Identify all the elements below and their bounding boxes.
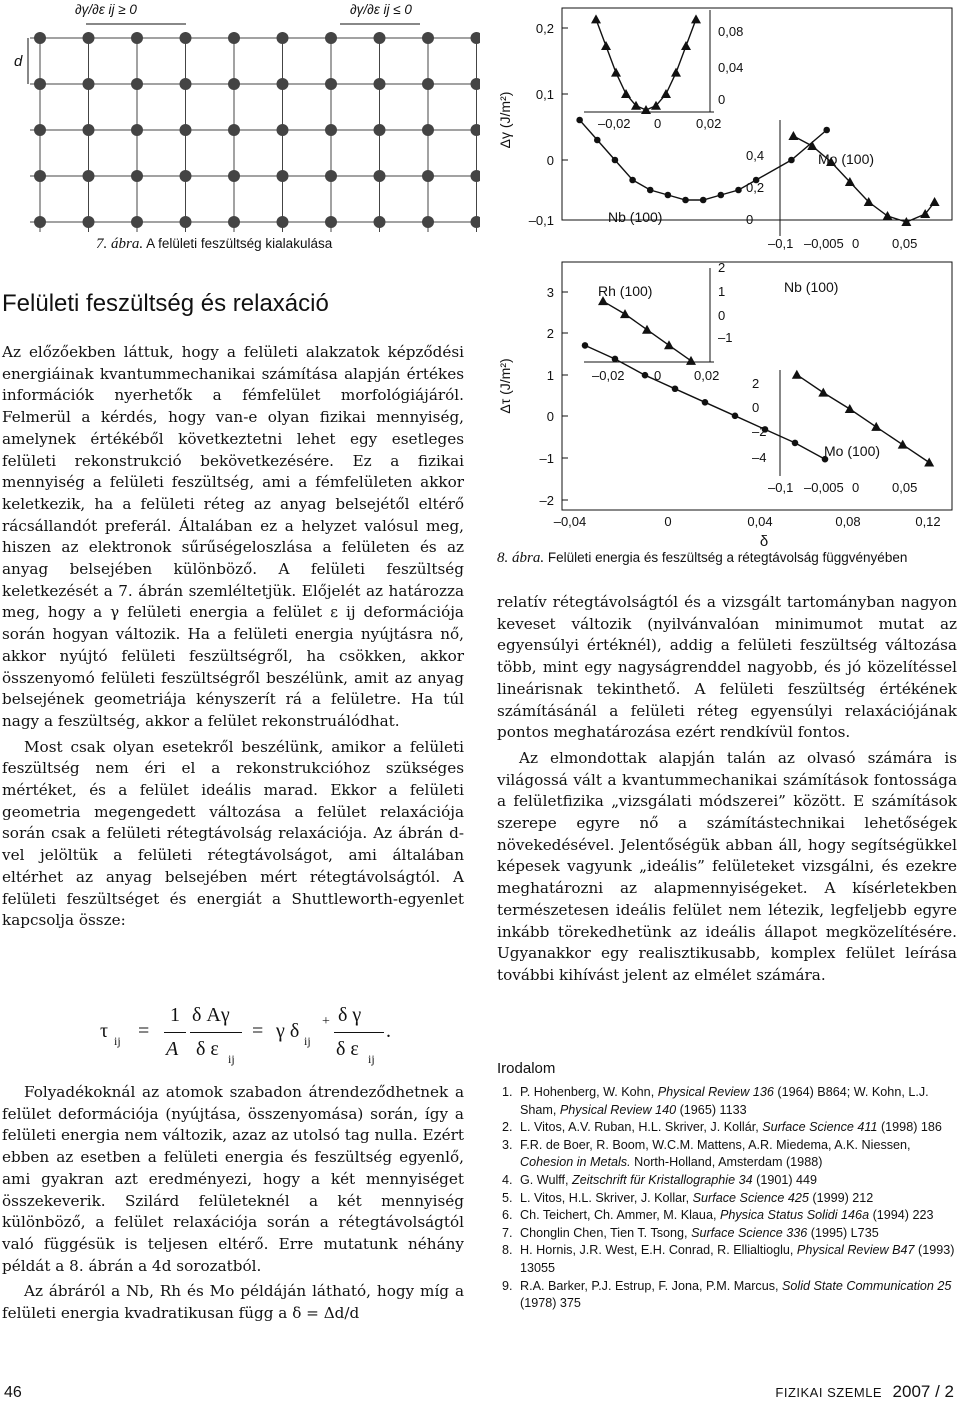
data-point-circle: [582, 342, 589, 349]
reference-text: Chonglin Chen, Tien T. Tsong,: [520, 1225, 692, 1240]
reference-item: [516, 1084, 958, 1119]
reference-text: P. Hohenberg, W. Kohn,: [520, 1085, 658, 1099]
left-paragraph-1: Az előzőekben láttuk, hogy a felületi alakzatok képződési energiáinak kvantummechanikai számítása alapján értékes információk nyerhetők a fémfelület morfológiájáról. Felmerül a kérdés, hogy van-e olyan fizikai mennyiség, amelynek értékéből következtetni lehet egy esetleges felületi rekonstrukció bekövetkezésére. Ez a fizikai mennyiség a felületi feszültség, ami a fémfelületen akkor keletkezik, ha a felületi réteg az anyag belsejétől eltérő rácsállandót preferál. Általában ez a helyzet valósul meg, hiszen az elektronok sűrűségeloszlása a felületen és az anyag belsejében különböző. A felületi feszültség keletkezését a 7. ábrán szemléltetjük. Előjelét az határozza meg, hogy a γ felületi energia a felület ε ij deformációja során hogyan változik. Ha a felületi energia nyújtásra nő, akkor nyújtó felületi feszültségről, ha csökken, akkor összenyomó felületi feszültségről beszélünk, amit az anyag belsejének geometriája kényszerít rá a felületre. Ha túl nagy a feszültség, akkor a felület rekonstruálódhat.: [2, 343, 464, 730]
mo-stress-x-tick-label: –0,1: [768, 480, 794, 495]
data-point-circle: [823, 127, 830, 134]
rh-stress-x-tick-label: 0,02: [694, 368, 720, 383]
data-point-circle: [612, 157, 619, 164]
reference-text: F.R. de Boer, R. Boom, W.C.M. Mattens, A.R. Miedema, A.K. Niessen,: [520, 1137, 911, 1152]
energy-nb-label: Nb (100): [608, 209, 663, 225]
fig7-caption-num: 7. ábra.: [96, 236, 144, 252]
fig7-caption: [96, 236, 332, 253]
rh-inset-x-tick-label: –0,02: [598, 116, 631, 131]
reference-item: [516, 1137, 958, 1172]
rh-stress-x-tick-label: 0: [654, 368, 662, 383]
rh-stress-y-tick-label: 2: [718, 260, 726, 275]
reference-journal: Solid State Communication 25: [782, 1278, 952, 1293]
reference-journal: Zeitschrift für Kristallographie 34: [572, 1172, 753, 1187]
reference-item: [516, 1119, 958, 1137]
fig8-caption-num: 8. ábra.: [497, 550, 545, 566]
left-paragraph-3: Folyadékoknál az atomok szabadon átrendeződhetnek a felület deformációja (nyújtása, összenyomása) során, így a felületi energia nem változik, azaz az utolsó tag nulla. Ezért ebben az esetben a felületi energia és feszültség egyenlő, ami gyakran azt eredményezi, hogy a két mennyiséget összekeverik. Szilárd felületeknél a két mennyiség különböző, a felület relaxációja során a rétegtávolságtól való függésük is teljesen eltérő. Erre mutatunk néhány példát a 8. ábrán a 4d sorozatból.: [2, 1083, 464, 1275]
reference-text: (1964) B864; W. Kohn, L.J. Sham,: [520, 1085, 929, 1117]
lattice-atom: [374, 32, 386, 44]
page-number: 46: [4, 1384, 22, 1401]
rh-stress-y-tick-label: 0: [718, 308, 726, 323]
eq-de-sub-1: ij: [228, 1052, 235, 1066]
data-point-circle: [665, 192, 672, 199]
stress-y-tick-label: –1: [539, 451, 554, 466]
eq-equals-2: =: [252, 1020, 264, 1042]
mo-stress-y-tick-label: 0: [752, 400, 760, 415]
rh-inset-x-tick-label: 0,02: [696, 116, 722, 131]
lattice-atom: [34, 216, 46, 228]
data-point-triangle: [924, 458, 934, 467]
fig7-caption-text: A felületi feszültség kialakulása: [146, 236, 333, 251]
stress-x-label: δ: [759, 533, 769, 550]
reference-text: H. Hornis, J.R. West, E.H. Conrad, R. Ellialtioglu,: [520, 1243, 797, 1258]
mo-stress-y-tick-label: –2: [752, 424, 767, 439]
stress-x-tick-label: –0,04: [553, 514, 587, 529]
mo-stress-x-tick-label: 0: [852, 480, 860, 495]
stress-y-tick-label: 2: [546, 326, 554, 341]
data-point-triangle: [792, 370, 802, 379]
data-point-triangle: [601, 41, 611, 50]
eq-equals-1: =: [138, 1020, 150, 1042]
data-point-triangle: [930, 197, 940, 206]
fig8-caption: [497, 550, 907, 567]
lattice-atom: [131, 170, 143, 182]
rh-inset-y-tick-label: 0,04: [718, 60, 744, 75]
eq-one: 1: [170, 1004, 180, 1026]
lattice-atom: [228, 78, 240, 90]
mo-stress-x-tick-label: –0,005: [804, 480, 844, 495]
lattice-atom: [228, 170, 240, 182]
mo-stress-y-tick-label: –4: [752, 450, 767, 465]
mo-stress-label: Mo (100): [824, 443, 881, 459]
lattice-atom: [34, 32, 46, 44]
rh-inset-x-tick-label: 0: [654, 116, 662, 131]
fig7-lattice-svg: [0, 18, 480, 253]
rh-inset-y-tick-label: 0,08: [718, 24, 744, 39]
data-point-triangle: [671, 68, 681, 77]
reference-text: (1994) 223: [869, 1208, 934, 1223]
stress-y-tick-label: –2: [539, 493, 554, 508]
reference-text: (1965) 1133: [676, 1102, 747, 1117]
mo-inset-y-tick-label: 0: [746, 212, 754, 227]
mo-top-label: Mo (100): [818, 151, 875, 167]
fig8-caption-text: Felületi energia és feszültség a rétegtávolság függvényében: [547, 550, 908, 565]
lattice-atom: [83, 124, 95, 136]
lattice-atom: [180, 124, 192, 136]
energy-y-tick-label: 0: [546, 153, 554, 168]
lattice-atom: [277, 32, 289, 44]
lattice-atom: [277, 170, 289, 182]
left-column-block-1: [2, 342, 464, 936]
lattice-atom: [471, 78, 481, 90]
reference-text: (1998) 186: [877, 1120, 942, 1135]
mo-inset-y-tick-label: 0,2: [746, 180, 765, 195]
reference-text: (1999) 212: [808, 1190, 874, 1205]
data-point-circle: [735, 187, 742, 194]
eq-gd-sub: ij: [304, 1034, 311, 1048]
rh-stress-label: Rh (100): [598, 283, 653, 299]
lattice-atom: [325, 32, 337, 44]
reference-journal: Surface Science 425: [692, 1190, 809, 1205]
lattice-atom: [228, 124, 240, 136]
energy-y-tick-label: 0,2: [535, 21, 554, 36]
d-label: d: [14, 53, 23, 70]
data-point-triangle: [620, 309, 630, 318]
energy-y-tick-label: 0,1: [535, 87, 554, 102]
eq-plus: +: [322, 1014, 330, 1029]
lattice-atom: [131, 32, 143, 44]
reference-item: [516, 1242, 958, 1277]
mo-stress-y-tick-label: 2: [752, 376, 760, 391]
data-point-circle: [629, 177, 636, 184]
lattice-atom: [277, 216, 289, 228]
stress-y-tick-label: 1: [546, 368, 554, 383]
eq-fraction-bar-3: [334, 1032, 384, 1033]
data-point-triangle: [818, 388, 828, 397]
reference-text: North-Holland, Amsterdam (1988): [630, 1155, 823, 1170]
reference-text: R.A. Barker, P.J. Estrup, F. Jona, P.M. Marcus,: [520, 1278, 783, 1293]
lattice-atom: [131, 78, 143, 90]
journal-footer: [775, 1382, 954, 1402]
lattice-atom: [374, 124, 386, 136]
reference-text: Ch. Teichert, Ch. Ammer, M. Klaua,: [520, 1208, 720, 1223]
reference-text: (1995) L735: [807, 1225, 879, 1240]
lattice-atom: [422, 170, 434, 182]
eq-fraction-bar-2: [190, 1032, 242, 1033]
reference-journal: Physical Review 140: [559, 1102, 677, 1117]
references-list: [494, 1084, 958, 1313]
reference-journal: Physical Review B47: [796, 1243, 915, 1258]
lattice-atom: [471, 170, 481, 182]
stress-x-tick-label: 0,04: [747, 514, 773, 529]
eq-dAg: δ Aγ: [192, 1004, 230, 1026]
data-point-circle: [732, 413, 739, 420]
eq-tau-sub: ij: [114, 1034, 121, 1048]
reference-text: G. Wulff,: [520, 1172, 573, 1187]
rh-stress-x-tick-label: –0,02: [592, 368, 625, 383]
figure-7: [0, 0, 480, 255]
reference-journal: Physical Review 136: [657, 1085, 774, 1099]
stress-y-label: Δτ (J/m²): [497, 358, 513, 414]
data-point-triangle: [621, 89, 631, 98]
lattice-atom: [131, 124, 143, 136]
reference-journal: Surface Science 411: [762, 1120, 878, 1135]
rh-inset-y-tick-label: 0: [718, 92, 726, 107]
data-point-circle: [594, 137, 601, 144]
lattice-atom: [374, 216, 386, 228]
data-point-triangle: [898, 440, 908, 449]
data-point-triangle: [788, 131, 798, 140]
eq-period: .: [386, 1020, 391, 1042]
left-paragraph-2: Most csak olyan esetekről beszélünk, amikor a felületi feszültség nem éri el a rekonstrukcióhoz szükséges mértéket, és a felület ideális marad. Ekkor a felületi geometria megengedett változása a felület relaxációja során csak a felületi rétegtávolság relaxációja. Az ábrán d-vel jelöltük a felületi rétegtávolságot, ami általában eltérhet az anyag belsejében mért rétegtávolságtól. A felületi feszültséget és energiát a Shuttleworth-egyenlet kapcsolja össze:: [2, 737, 464, 930]
lattice-atom: [34, 124, 46, 136]
data-point-triangle: [845, 404, 855, 413]
stress-y-tick-label: 0: [546, 409, 554, 424]
rh-stress-y-tick-label: 1: [718, 284, 726, 299]
fig7-label-right: ∂γ/∂ε ij ≤ 0: [350, 2, 412, 17]
lattice-atom: [422, 216, 434, 228]
data-point-circle: [700, 197, 707, 204]
reference-text: L. Vitos, A.V. Ruban, H.L. Skriver, J. Kollár,: [520, 1120, 763, 1135]
series-line: [596, 19, 696, 110]
stress-nb-label: Nb (100): [784, 279, 839, 295]
data-point-circle: [788, 157, 795, 164]
lattice-atom: [374, 78, 386, 90]
journal-name: FIZIKAI SZEMLE: [775, 1385, 883, 1400]
data-point-triangle: [686, 356, 696, 365]
stress-x-tick-label: 0,08: [835, 514, 861, 529]
lattice-atom: [422, 124, 434, 136]
data-point-triangle: [611, 68, 621, 77]
data-point-triangle: [642, 325, 652, 334]
data-point-circle: [682, 197, 689, 204]
lattice-atom: [34, 78, 46, 90]
eq-de-2: δ ε: [336, 1038, 359, 1060]
mo-inset-x-tick-label: 0: [852, 236, 860, 251]
figure-8-charts: [488, 0, 960, 550]
reference-text: (1993) 13055: [520, 1243, 955, 1275]
shuttleworth-equation: [100, 1004, 400, 1066]
stress-x-tick-label: 0,12: [915, 514, 941, 529]
lattice-atom: [180, 170, 192, 182]
lattice-atom: [180, 78, 192, 90]
stress-x-tick-label: 0: [664, 514, 672, 529]
reference-text: (1901) 449: [752, 1172, 818, 1187]
reference-item: [516, 1207, 958, 1225]
data-point-circle: [718, 192, 725, 199]
stress-y-tick-label: 3: [546, 285, 554, 300]
eq-dg: δ γ: [338, 1004, 362, 1026]
reference-item: [516, 1190, 958, 1208]
data-point-triangle: [591, 14, 601, 23]
lattice-atom: [277, 124, 289, 136]
energy-y-label: Δγ (J/m²): [497, 91, 513, 149]
right-paragraph-2: Az elmondottak alapján talán az olvasó számára is világossá vált a kvantummechanikai számítások fontossága a felületfizika „vizsgálati módszerei” között. E számítások szerepe egyre nő a számítástechnikai lehetőségek növekedésével. Jelentőségük abban áll, hogy segítségükkel képesek vagyunk „ideális” felületeket vizsgálni, és ezekre meghatározni az alapmennyiségeket. A kísérletekben természetesen ideális felület nem létezik, legfeljebb egyre inkább törekedhetünk az ideális állapot megközelítésére. Ugyanakkor egy realisztikusabb, komplex felület leírása további kihívást jelent az elmélet számára.: [497, 748, 957, 984]
eq-A: A: [166, 1038, 179, 1060]
eq-de-sub-2: ij: [368, 1052, 375, 1066]
lattice-atom: [180, 32, 192, 44]
eq-fraction-bar-1: [164, 1032, 186, 1033]
data-point-circle: [702, 399, 709, 406]
data-point-triangle: [681, 41, 691, 50]
mo-inset-x-tick-label: 0,05: [892, 236, 918, 251]
references-title: Irodalom: [497, 1060, 556, 1077]
lattice-atom: [422, 78, 434, 90]
data-point-triangle: [664, 340, 674, 349]
lattice-atom: [228, 32, 240, 44]
data-point-triangle: [883, 211, 893, 220]
reference-journal: Physica Status Solidi 146a: [719, 1208, 870, 1223]
data-point-triangle: [871, 422, 881, 431]
data-point-triangle: [641, 105, 651, 114]
mo-inset-x-tick-label: –0,1: [768, 236, 794, 251]
data-point-circle: [792, 440, 799, 447]
data-point-triangle: [661, 89, 671, 98]
lattice-atom: [471, 32, 481, 44]
data-point-circle: [576, 117, 583, 124]
lattice-atom: [325, 216, 337, 228]
lattice-atom: [277, 78, 289, 90]
data-point-circle: [672, 385, 679, 392]
reference-text: L. Vitos, H.L. Skriver, J. Kollar,: [520, 1190, 693, 1205]
energy-y-tick-label: –0,1: [528, 213, 554, 228]
reference-item: [516, 1172, 958, 1190]
lattice-atom: [228, 216, 240, 228]
lattice-atom: [131, 216, 143, 228]
reference-item: [516, 1278, 958, 1313]
eq-gamma-delta: γ δ: [276, 1020, 300, 1042]
eq-tau: τ: [100, 1020, 109, 1042]
reference-journal: Surface Science 336: [691, 1225, 808, 1240]
lattice-atom: [471, 124, 481, 136]
lattice-atom: [374, 170, 386, 182]
reference-item: [516, 1225, 958, 1243]
section-title: Felületi feszültség és relaxáció: [2, 290, 329, 317]
mo-inset-x-tick-label: –0,005: [804, 236, 844, 251]
fig7-label-left: ∂γ/∂ε ij ≥ 0: [75, 2, 137, 17]
mo-stress-x-tick-label: 0,05: [892, 480, 918, 495]
reference-text: (1978) 375: [520, 1296, 581, 1311]
lattice-atom: [471, 216, 481, 228]
right-paragraph-1: relatív rétegtávolságtól és a vizsgált tartományban nagyon keveset változik (nyilvánvalóan minimumot mutat az egyensúlyi értéknél), addig a felületi feszültség változása több, mint egy nagyságrenddel nagyobb, és jó közelítéssel lineárisnak tekinthető. A felületi feszültség értékének számításánál a felületi réteg egyensúlyi relaxációjának pontos meghatározása ezért rendkívül fontos.: [497, 593, 957, 742]
left-column-block-2: [2, 1082, 464, 1329]
data-point-circle: [612, 356, 619, 363]
lattice-atom: [180, 216, 192, 228]
rh-stress-y-tick-label: –1: [718, 330, 733, 345]
left-paragraph-4: Az ábráról a Nb, Rh és Mo példáján látható, hogy míg a felületi energia kvadratikusan függ a δ = Δd/d: [2, 1282, 464, 1323]
lattice-atom: [325, 170, 337, 182]
data-point-circle: [647, 187, 654, 194]
lattice-atom: [83, 32, 95, 44]
lattice-atom: [83, 170, 95, 182]
lattice-atom: [83, 216, 95, 228]
data-point-circle: [642, 372, 649, 379]
lattice-atom: [325, 78, 337, 90]
journal-issue: 2007 / 2: [892, 1382, 954, 1401]
eq-de-1: δ ε: [196, 1038, 219, 1060]
lattice-atom: [325, 124, 337, 136]
right-column-text: [497, 592, 957, 991]
data-point-triangle: [691, 14, 701, 23]
reference-journal: Cohesion in Metals.: [520, 1155, 631, 1170]
mo-inset-y-tick-label: 0,4: [746, 148, 765, 163]
lattice-atom: [83, 78, 95, 90]
lattice-atom: [34, 170, 46, 182]
lattice-atom: [422, 32, 434, 44]
